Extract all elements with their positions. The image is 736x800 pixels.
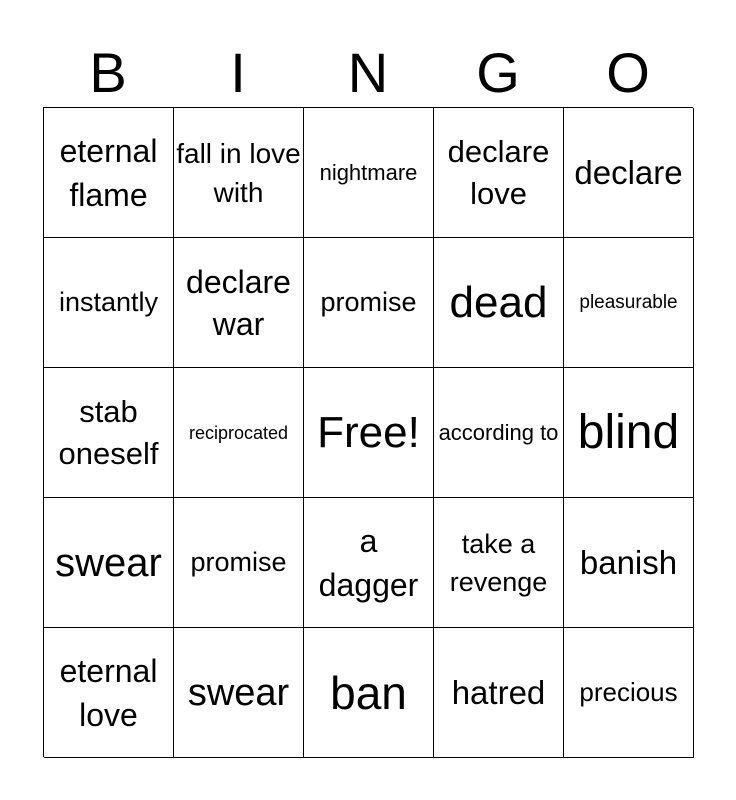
bingo-cell[interactable]: [434, 368, 564, 498]
bingo-cell[interactable]: [304, 498, 434, 628]
bingo-cell[interactable]: [174, 368, 304, 498]
bingo-cell[interactable]: [434, 498, 564, 628]
bingo-cell[interactable]: [304, 238, 434, 368]
header-letter-o: O: [606, 41, 650, 104]
header-letter-b: B: [89, 41, 127, 104]
bingo-cell[interactable]: [304, 628, 434, 758]
bingo-cell[interactable]: [564, 238, 694, 368]
bingo-cell[interactable]: [174, 238, 304, 368]
cell-text: take a revenge: [449, 528, 548, 597]
cell-text: pleasurable: [579, 292, 678, 313]
cell-text: blind: [577, 405, 680, 459]
cell-text: according to: [438, 420, 559, 445]
cell-text: nightmare: [319, 160, 418, 185]
cell-text: declare war: [186, 263, 291, 342]
cell-text: fall in love with: [176, 137, 301, 208]
bingo-cell[interactable]: [434, 108, 564, 238]
bingo-cell[interactable]: [44, 368, 174, 498]
cell-text: swear: [187, 671, 290, 714]
bingo-cell[interactable]: [174, 108, 304, 238]
bingo-cell[interactable]: [304, 108, 434, 238]
cell-text: Free!: [317, 407, 420, 457]
cell-text: ban: [330, 666, 407, 719]
header-letter-g: G: [476, 41, 520, 104]
header-letter-i: I: [230, 41, 246, 104]
header-letter-n: N: [347, 41, 389, 104]
cell-text: a dagger: [318, 522, 419, 603]
bingo-cell[interactable]: [564, 628, 694, 758]
bingo-header: [43, 38, 693, 108]
bingo-cell[interactable]: [564, 368, 694, 498]
bingo-cell[interactable]: [174, 628, 304, 758]
bingo-cell[interactable]: [44, 108, 174, 238]
bingo-cell[interactable]: [44, 628, 174, 758]
bingo-cell[interactable]: [434, 628, 564, 758]
cell-text: dead: [449, 277, 548, 327]
bingo-cell[interactable]: [434, 238, 564, 368]
cell-text: precious: [579, 677, 678, 707]
bingo-cell[interactable]: [564, 498, 694, 628]
cell-text: declare love: [447, 133, 550, 211]
bingo-cell[interactable]: [174, 498, 304, 628]
cell-text: hatred: [451, 673, 546, 711]
cell-text: eternal flame: [59, 132, 158, 213]
bingo-cell free-cell[interactable]: [304, 368, 434, 498]
cell-text: eternal love: [59, 652, 158, 733]
cell-text: promise: [190, 547, 287, 577]
cell-text: reciprocated: [188, 422, 289, 443]
cell-text: promise: [320, 287, 417, 317]
bingo-cell[interactable]: [44, 238, 174, 368]
bingo-board: [43, 107, 693, 757]
bingo-cell[interactable]: [44, 498, 174, 628]
cell-text: declare: [574, 153, 683, 191]
cell-text: banish: [579, 543, 678, 581]
cell-text: swear: [55, 540, 162, 585]
bingo-cell[interactable]: [564, 108, 694, 238]
cell-text: stab oneself: [58, 393, 159, 471]
cell-text: instantly: [58, 287, 159, 317]
